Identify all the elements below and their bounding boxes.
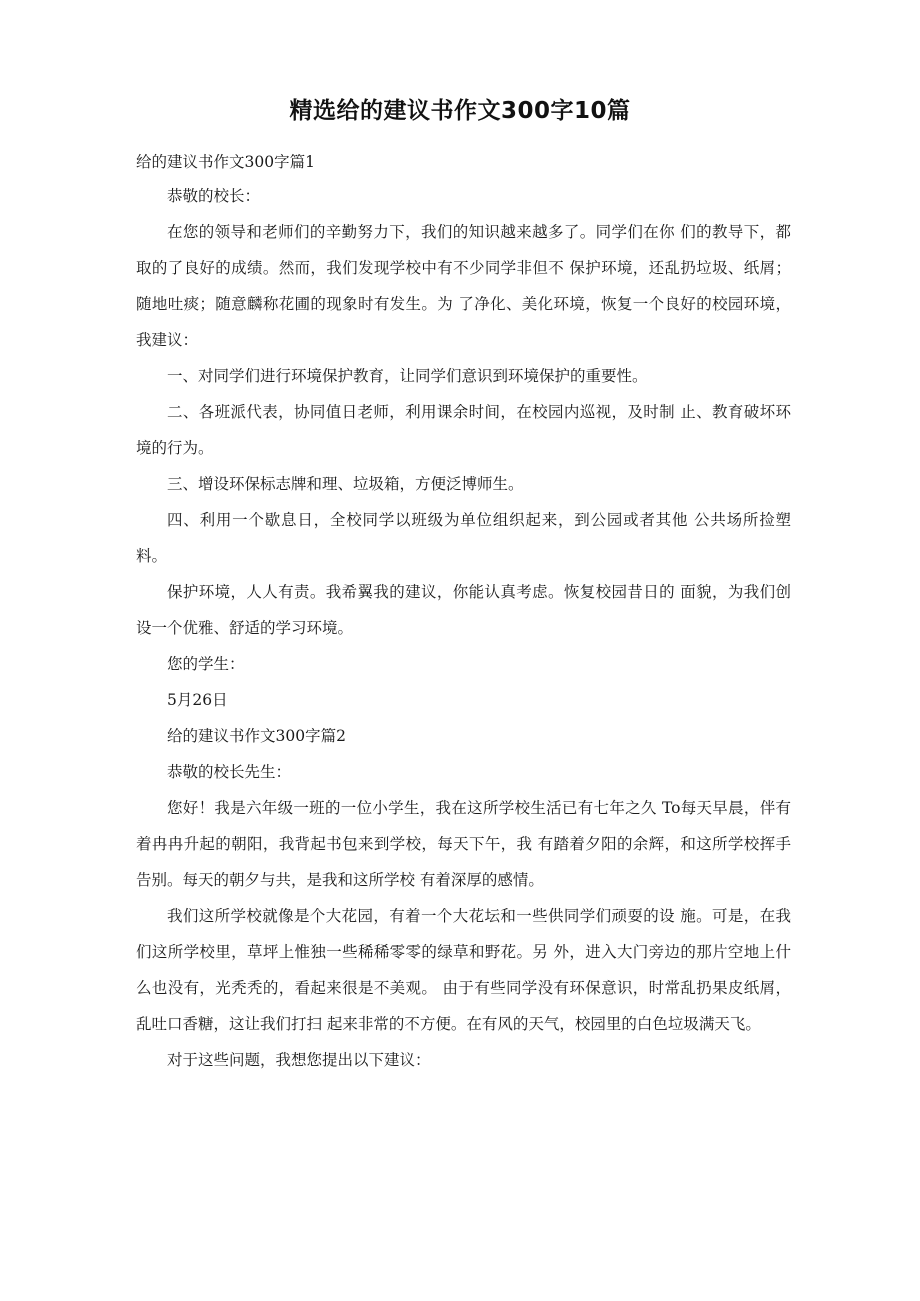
- suggestion-item: 三、增设环保标志牌和理、垃圾箱，方便泛博师生。: [167, 475, 524, 493]
- suggestion-item: 一、对同学们进行环境保护教育，让同学们意识到环境保护的重要性。: [167, 367, 648, 385]
- section-heading-2: 给的建议书作文300字篇2: [167, 727, 346, 745]
- salutation: 恭敬的校长先生：: [167, 763, 292, 781]
- document-title: 精选给的建议书作文300字10篇: [289, 98, 631, 124]
- date: 5月26日: [167, 691, 228, 709]
- body-paragraph: 您好！我是六年级一班的一位小学生，我在这所学校生活已有七年之久 To每天早晨，伴有着冉冉升起的朝阳，我背起书包来到学校，每天下午，我 有踏着夕阳的余辉，和这所学校挥手告别。每天的朝夕与共，是我和这所学校 有着深厚的感情。: [136, 799, 791, 889]
- document-body: [136, 178, 791, 1078]
- signature: 您的学生：: [167, 655, 245, 673]
- suggestion-item: 四、利用一个歇息日，全校同学以班级为单位组织起来，到公园或者其他 公共场所捡塑料。: [136, 511, 791, 565]
- body-paragraph: 在您的领导和老师们的辛勤努力下，我们的知识越来越多了。同学们在你 们的教导下，都取的了良好的成绩。然而，我们发现学校中有不少同学非但不 保护环境，还乱扔垃圾、纸屑；随地吐痰；随意麟称花圃的现象时有发生。为 了净化、美化环境，恢复一个良好的校园环境，我建议：: [136, 223, 791, 349]
- body-paragraph: 对于这些问题，我想您提出以下建议：: [167, 1051, 431, 1069]
- salutation: 恭敬的校长：: [167, 187, 261, 205]
- body-paragraph: 我们这所学校就像是个大花园，有着一个大花坛和一些供同学们顽耍的设 施。可是，在我们这所学校里，草坪上惟独一些稀稀零零的绿草和野花。另 外，进入大门旁边的那片空地上什么也没有，光秃秃的，看起来很是不美观。 由于有些同学没有环保意识，时常乱扔果皮纸屑，乱吐口香糖，这让我们打扫 起来非常的不方便。在有风的天气，校园里的白色垃圾满天飞。: [136, 907, 791, 1033]
- section-heading-1: 给的建议书作文300字篇1: [136, 153, 315, 171]
- body-paragraph: 保护环境，人人有责。我希翼我的建议，你能认真考虑。恢复校园昔日的 面貌，为我们创设一个优雅、舒适的学习环境。: [136, 583, 791, 637]
- suggestion-item: 二、各班派代表，协同值日老师，利用课余时间，在校园内巡视，及时制 止、教育破坏环境的行为。: [136, 403, 791, 457]
